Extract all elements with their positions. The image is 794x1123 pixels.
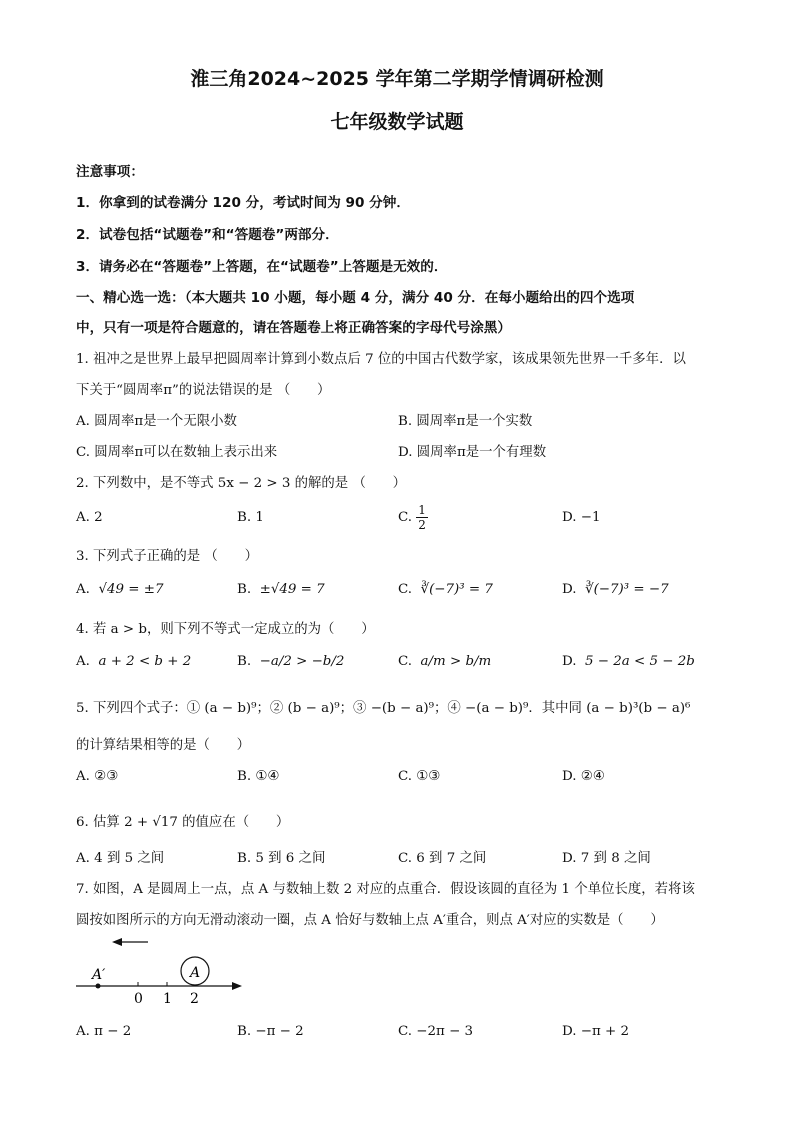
q6-option-c: C. 6 到 7 之间 <box>398 851 487 866</box>
q5-stem-line2: 的计算结果相等的是（ ） <box>76 738 251 753</box>
q6-stem: 6. 估算 2 + √17 的值应在（ ） <box>76 815 290 830</box>
notice-item-2: 2．试卷包括“试题卷”和“答题卷”两部分． <box>76 227 339 243</box>
q3-option-a <box>76 582 164 597</box>
label-0: 0 <box>134 991 143 1007</box>
left-arrow-icon <box>112 938 122 946</box>
q1-option-d: D. 圆周率π是一个有理数 <box>398 445 547 460</box>
q3-option-b <box>237 582 325 597</box>
q4-c-expr: a/m > b/m <box>420 654 492 669</box>
q2-c-numerator: 1 <box>418 503 426 517</box>
q5-option-b: B. ①④ <box>237 769 280 784</box>
q4-c-label: C. <box>398 654 413 669</box>
q3-a-expr: √49 = ±7 <box>98 582 164 597</box>
q3-option-d <box>562 582 669 597</box>
q2-option-c <box>398 503 428 532</box>
q2-option-d: D. −1 <box>562 510 601 525</box>
label-1: 1 <box>163 991 172 1007</box>
q4-option-c <box>398 654 491 669</box>
q1-option-a: A. 圆周率π是一个无限小数 <box>76 414 237 429</box>
q4-option-d <box>562 654 695 669</box>
q7-option-b: B. −π − 2 <box>237 1024 304 1039</box>
q4-d-expr: 5 − 2a < 5 − 2b <box>585 654 695 669</box>
q7-option-d: D. −π + 2 <box>562 1024 630 1039</box>
axis-arrow-icon <box>232 982 242 990</box>
q3-b-label: B. <box>237 582 252 597</box>
q3-c-label: C. <box>398 582 413 597</box>
section1-line1: 一、精心选一选：（本大题共 10 小题，每小题 4 分，满分 40 分．在每小题给出的四个选项 <box>76 290 635 306</box>
q3-a-label: A. <box>76 582 90 597</box>
q6-option-b: B. 5 到 6 之间 <box>237 851 326 866</box>
q6-option-d: D. 7 到 8 之间 <box>562 851 651 866</box>
section1-line2: 中，只有一项是符合题意的，请在答题卷上将正确答案的字母代号涂黑） <box>76 320 511 336</box>
q4-b-expr: −a/2 > −b/2 <box>259 654 345 669</box>
q5-option-c: C. ①③ <box>398 769 441 784</box>
q3-stem: 3. 下列式子正确的是 （ ） <box>76 549 258 564</box>
q1-stem-line2: 下关于“圆周率π”的说法错误的是 （ ） <box>76 383 331 398</box>
exam-subtitle: 七年级数学试题 <box>330 111 464 133</box>
q2-stem: 2. 下列数中，是不等式 5x − 2 > 3 的解的是 （ ） <box>76 476 407 491</box>
q2-option-b: B. 1 <box>237 510 264 525</box>
label-a: A <box>190 965 201 981</box>
q5-option-a: A. ②③ <box>76 769 119 784</box>
q7-number-line-figure <box>70 930 260 1010</box>
q1-option-c: C. 圆周率π可以在数轴上表示出来 <box>76 445 278 460</box>
q1-stem-line1: 1. 祖冲之是世界上最早把圆周率计算到小数点后 7 位的中国古代数学家，该成果领先世界一千多年．以 <box>76 352 686 367</box>
q4-option-a <box>76 654 191 669</box>
point-a-prime-dot <box>96 984 101 989</box>
q4-a-expr: a + 2 < b + 2 <box>98 654 192 669</box>
q2-option-c-fraction <box>416 503 428 532</box>
q5-option-d: D. ②④ <box>562 769 605 784</box>
exam-title: 淮三角2024~2025 学年第二学期学情调研检测 <box>190 68 604 90</box>
q3-c-expr: ∛(−7)³ = 7 <box>420 582 493 597</box>
q2-option-a: A. 2 <box>76 510 103 525</box>
q4-stem: 4. 若 a > b，则下列不等式一定成立的为（ ） <box>76 622 375 637</box>
q3-option-c <box>398 582 493 597</box>
q7-stem-line1: 7. 如图，A 是圆周上一点，点 A 与数轴上数 2 对应的点重合．假设该圆的直径为 1 个单位长度，若将该 <box>76 882 695 897</box>
q5-stem-line1: 5. 下列四个式子：① (a − b)⁹；② (b − a)⁹；③ −(b − a)⁹；④ −(a − b)⁹．其中同 (a − b)³(b − a)⁶ <box>76 701 691 716</box>
q4-a-label: A. <box>76 654 90 669</box>
q3-d-label: D. <box>562 582 577 597</box>
q7-stem-line2: 圆按如图所示的方向无滑动滚动一圈，点 A 恰好与数轴上点 A′重合，则点 A′对应的实数是（ ） <box>76 913 664 928</box>
q3-b-expr: ±√49 = 7 <box>259 582 325 597</box>
q4-option-b <box>237 654 344 669</box>
q1-option-b: B. 圆周率π是一个实数 <box>398 414 533 429</box>
notice-heading: 注意事项： <box>76 164 144 180</box>
q3-d-expr: ∛(−7)³ = −7 <box>585 582 669 597</box>
q4-b-label: B. <box>237 654 252 669</box>
label-a-prime: A′ <box>92 967 106 983</box>
q7-option-c: C. −2π − 3 <box>398 1024 474 1039</box>
label-2: 2 <box>190 991 199 1007</box>
notice-item-3: 3．请务必在“答题卷”上答题，在“试题卷”上答题是无效的． <box>76 259 448 275</box>
q6-option-a: A. 4 到 5 之间 <box>76 851 165 866</box>
q4-d-label: D. <box>562 654 577 669</box>
q2-option-c-label: C. <box>398 510 413 525</box>
q2-c-denominator: 2 <box>418 518 426 532</box>
q7-option-a: A. π − 2 <box>76 1024 132 1039</box>
notice-item-1: 1．你拿到的试卷满分 120 分，考试时间为 90 分钟． <box>76 195 410 211</box>
